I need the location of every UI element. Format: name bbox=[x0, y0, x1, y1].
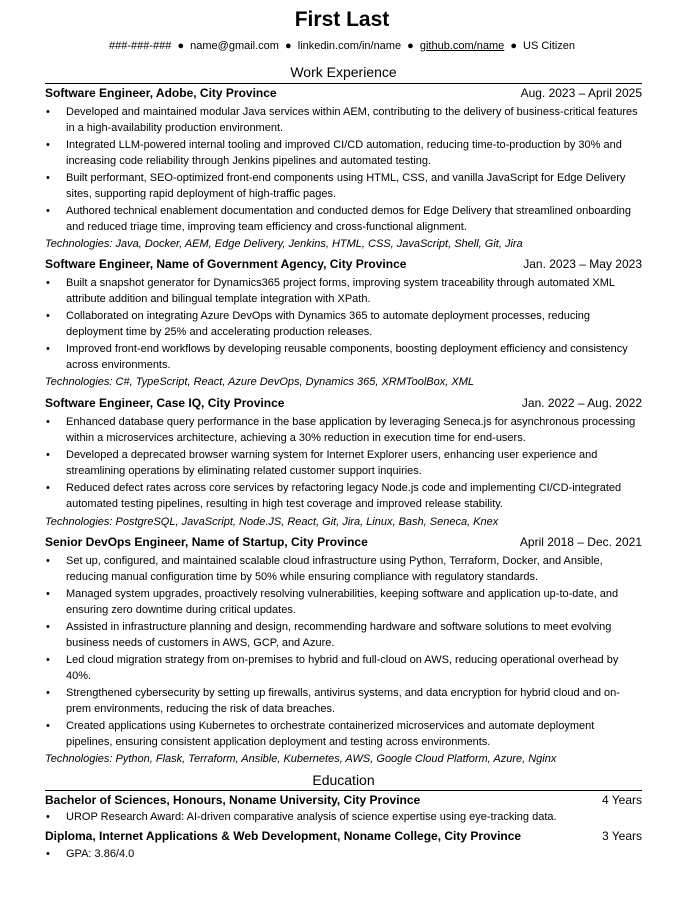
job-bullet: • Led cloud migration strategy from on-premises to hybrid and full-cloud on AWS, reducing operational overhead by 40%. bbox=[66, 652, 642, 685]
work-experience-heading: Work Experience bbox=[290, 64, 397, 80]
job-bullet: • Built a snapshot generator for Dynamics365 project forms, improving system traceability through automated XML attribute addition and bilingual template integration with XPath. bbox=[66, 275, 642, 308]
section-divider bbox=[45, 790, 642, 791]
job-dates: April 2018 – Dec. 2021 bbox=[519, 535, 642, 549]
education-bullet: • GPA: 3.86/4.0 bbox=[66, 846, 642, 862]
job-header bbox=[45, 534, 642, 551]
job-bullet: • Collaborated on integrating Azure DevOps with Dynamics 365 to automate deployment processes, reducing deployment time by 25% and accelerating production releases. bbox=[66, 308, 642, 341]
job-header bbox=[45, 256, 642, 273]
contact-line bbox=[0, 39, 684, 54]
job-bullet: • Developed a deprecated browser warning system for Internet Explorer users, enhancing user experience and streamlining operations by eliminating related customer support inquiries. bbox=[66, 447, 642, 480]
job-bullet: • Integrated LLM-powered internal tooling and improved CI/CD automation, reducing time-to-production by 30% and increasing code reliability through Jenkins pipelines and automated testing. bbox=[66, 137, 642, 170]
github-link[interactable]: github.com/name bbox=[419, 40, 505, 52]
education-heading: Education bbox=[312, 772, 375, 788]
job-technologies: Technologies: PostgreSQL, JavaScript, Node.JS, React, Git, Jira, Linux, Bash, Seneca, Knex bbox=[45, 516, 499, 528]
job-header bbox=[45, 395, 642, 412]
job-dates: Aug. 2023 – April 2025 bbox=[520, 86, 642, 100]
citizenship: US Citizen bbox=[523, 40, 576, 52]
contact-separator: ● bbox=[407, 40, 414, 52]
job-bullet: • Created applications using Kubernetes to orchestrate containerized microservices and automate deployment pipelines, ensuring consistent application deployment and testing across environments. bbox=[66, 718, 642, 751]
job-technologies: Technologies: Python, Flask, Terraform, Ansible, Kubernetes, AWS, Google Cloud Platform, Azure, Nginx bbox=[45, 753, 557, 765]
job-bullet: • Improved front-end workflows by developing reusable components, boosting deployment efficiency and consistency across environments. bbox=[66, 341, 642, 374]
job-title: Software Engineer, Adobe, City Province bbox=[45, 86, 277, 100]
education-header bbox=[45, 792, 642, 809]
linkedin-url: linkedin.com/in/name bbox=[297, 40, 402, 52]
job-dates: Jan. 2023 – May 2023 bbox=[523, 257, 642, 271]
education-header bbox=[45, 828, 642, 845]
job-title: Software Engineer, Name of Government Agency, City Province bbox=[45, 257, 407, 271]
section-divider bbox=[45, 83, 642, 84]
job-header bbox=[45, 85, 642, 102]
job-title: Senior DevOps Engineer, Name of Startup, City Province bbox=[45, 535, 368, 549]
job-technologies: Technologies: C#, TypeScript, React, Azure DevOps, Dynamics 365, XRMToolBox, XML bbox=[45, 376, 474, 388]
job-dates: Jan. 2022 – Aug. 2022 bbox=[521, 396, 642, 410]
job-bullet: • Developed and maintained modular Java services within AEM, contributing to the delivery of business-critical features in a high-availability production environment. bbox=[66, 104, 642, 137]
contact-separator: ● bbox=[177, 40, 185, 52]
job-technologies: Technologies: Java, Docker, AEM, Edge Delivery, Jenkins, HTML, CSS, JavaScript, Shell, Git, Jira bbox=[45, 238, 523, 250]
degree-title: Bachelor of Sciences, Honours, Noname University, City Province bbox=[45, 793, 421, 807]
job-title: Software Engineer, Case IQ, City Province bbox=[45, 396, 285, 410]
email-address: name@gmail.com bbox=[190, 40, 279, 52]
education-bullet: • UROP Research Award: AI-driven comparative analysis of science expertise using eye-tracking data. bbox=[66, 809, 642, 825]
job-bullet: • Authored technical enablement documentation and conducted demos for Edge Delivery that streamlined onboarding and reduced triage time, improving team efficiency and cross-functional alignment. bbox=[66, 203, 642, 236]
job-bullet: • Reduced defect rates across core services by refactoring legacy Node.js code and implementing CI/CD-integrated automated testing pipelines, resulting in high test coverage and improved release stability. bbox=[66, 480, 642, 513]
degree-duration: 4 Years bbox=[601, 793, 642, 807]
job-bullet: • Managed system upgrades, proactively resolving vulnerabilities, keeping software and application up-to-date, and ensuring zero downtime during critical updates. bbox=[66, 586, 642, 619]
degree-title: Diploma, Internet Applications & Web Development, Noname College, City Province bbox=[45, 829, 522, 843]
contact-separator: ● bbox=[285, 40, 292, 52]
job-bullet: • Built performant, SEO-optimized front-end components using HTML, CSS, and vanilla JavaScript for Edge Delivery sites, supporting rapid deployment of high-traffic pages. bbox=[66, 170, 642, 203]
degree-duration: 3 Years bbox=[601, 829, 642, 843]
job-bullet: • Set up, configured, and maintained scalable cloud infrastructure using Python, Terraform, Docker, and Ansible, reducing manual configuration time by 50% while ensuring compliance with regulatory standards. bbox=[66, 553, 642, 586]
candidate-name: First Last bbox=[294, 8, 390, 31]
job-bullet: • Strengthened cybersecurity by setting up firewalls, antivirus systems, and data encryption for hybrid cloud and on-prem environments, reducing the risk of data breaches. bbox=[66, 685, 642, 718]
contact-separator: ● bbox=[510, 40, 517, 52]
job-bullet: • Enhanced database query performance in the base application by leveraging Seneca.js for asynchronous processing within a microservices architecture, achieving a 30% reduction in execution time for end-users. bbox=[66, 414, 642, 447]
job-bullet: • Assisted in infrastructure planning and design, recommending hardware and software solutions to meet evolving business needs of customers in AWS, GCP, and Azure. bbox=[66, 619, 642, 652]
phone-number: ###-###-### bbox=[108, 40, 172, 52]
